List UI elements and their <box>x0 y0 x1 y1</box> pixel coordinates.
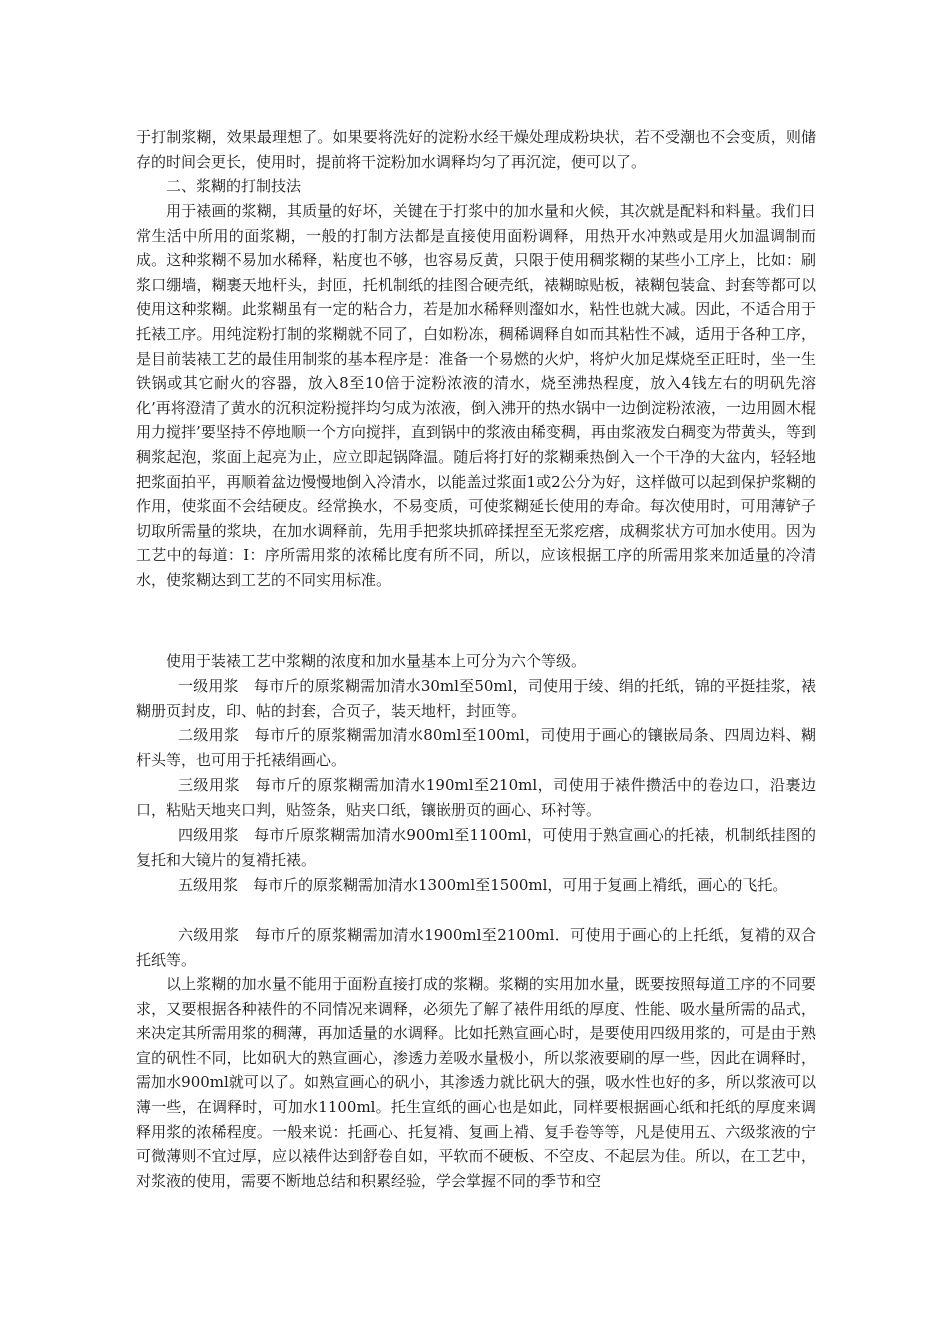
paragraph-conclusion: 以上浆糊的加水量不能用于面粉直接打成的浆糊。浆糊的实用加水量，既要按照每道工序的不同要求，又要根据各种裱件的不同情况来调释，必须先了解了裱件用纸的厚度、性能、吸水量所需的品式，来决定其所需用浆的稠薄，再加适量的水调释。比如托熟宣画心时，是要使用四级用浆的，可是由于熟宣的矾性不同，比如矾大的熟宣画心，渗透力差吸水量极小，所以浆液要刷的厚一些，因此在调释时，需加水900ml就可以了。如熟宣画心的矾小，其渗透力就比矾大的强，吸水性也好的多，所以浆液可以薄一些，在调释时，可加水1100ml。托生宣纸的画心也是如此，同样要根据画心纸和托纸的厚度来调释用浆的浓稀程度。一般来说：托画心、托复褙、复画上褙、复手卷等等，凡是使用五、六级浆液的宁可微薄则不宜过厚，应以裱件达到舒卷自如，平软而不硬板、不空皮、不起层为佳。所以，在工艺中，对浆液的使用，需要不断地总结和积累经验，学会掌握不同的季节和空 <box>136 975 816 1190</box>
section-heading: 二、浆糊的打制技法 <box>166 177 302 195</box>
paragraph-intro: 于打制浆糊，效果最理想了。如果要将洗好的淀粉水经干燥处理成粉块状，若不受潮也不会变质，则储存的时间会更长，使用时，提前将干淀粉加水调释均匀了再沉淀，便可以了。 <box>136 128 816 171</box>
paragraph-grade-3: 三级用浆 每市斤的原浆糊需加清水190ml至210ml，司使用于裱件攒活中的卷边口，沿裹边口，粘贴天地夹口判，贴签条，贴夹口纸，镶嵌册页的画心、环衬等。 <box>136 776 816 819</box>
paragraph-grade-5: 五级用浆 每市斤的原浆糊需加清水1300ml至1500ml，可用于复画上褙纸，画心的飞托。 <box>178 876 788 894</box>
paragraph-grade-4: 四级用浆 每市斤原浆糊需加清水900ml至1100ml，可使用于熟宣画心的托裱，机制纸挂图的复托和大镜片的复褙托裱。 <box>136 826 816 869</box>
paragraph-grade-1: 一级用浆 每市斤的原浆糊需加清水30ml至50ml，司使用于绫、绢的托纸，锦的平挺挂浆，裱糊册页封皮，印、帖的封套，合页子，装天地杆，封匝等。 <box>136 677 816 720</box>
paragraph-grade-2: 二级用浆 每市斤的原浆糊需加清水80ml至100ml，司使用于画心的镶嵌局条、四周边料、糊杆头等，也可用于托裱绢画心。 <box>136 726 816 769</box>
paragraph-grade-6: 六级用浆 每市斤的原浆糊需加清水1900ml至2100ml．可使用于画心的上托纸，复褙的双合托纸等。 <box>136 926 816 969</box>
paragraph-method: 用于裱画的浆糊，其质量的好坏，关键在于打浆中的加水量和火候，其次就是配料和料量。我们日常生活中所用的面浆糊，一般的打制方法都是直接使用面粉调释，用热开水冲熟或是用火加温调制而成。这种浆糊不易加水稀释，粘度也不够，也容易反黄，只限于使用稠浆糊的某些小工序上，比如：刷浆口绷墙，糊裹天地杆头，封匝，托机制纸的挂图合硬壳纸，裱糊晾贴板，裱糊包装盒、封套等都可以使用这种浆糊。此浆糊虽有一定的粘合力，若是加水稀释则瀣如水，粘性也就大减。因此，不适合用于托裱工序。用纯淀粉打制的浆糊就不同了，白如粉冻，稠稀调释自如而其粘性不减，适用于各种工序，是目前装裱工艺的最佳用制浆的基本程序是：准备一个易燃的火炉，将炉火加足煤烧至正旺时，坐一生铁锅或其它耐火的容器，放入8至10倍于淀粉浓液的清水，烧至沸热程度，放入4钱左右的明矾先溶化’再将澄清了黄水的沉积淀粉搅拌均匀成为浓液，倒入沸开的热水锅中一边倒淀粉浓液，一边用圆木棍用力搅拌’要坚持不停地顺一个方向搅拌，直到锅中的浆液由稀变稠，再由浆液发白稠变为带黄头，等到稠浆起泡，浆面上起亮为止，应立即起锅降温。随后将打好的浆糊乘热倒入一个干净的大盆内，轻轻地把浆面拍平，再顺着盆边慢慢地倒入冷清水，以能盖过浆面1或2公分为好，这样做可以起到保护浆糊的作用，使浆面不会结硬皮。经常换水，不易变质，可使浆糊延长使用的寿命。每次使用时，可用薄铲子切取所需量的浆块，在加水调释前，先用手把浆块抓碎揉捏至无浆疙瘩，成稠浆状方可加水使用。因为工艺中的每道：I：序所需用浆的浓稀比度有所不同，所以，应该根据工序的所需用浆来加适量的冷清水，使浆糊达到工艺的不同实用标准。 <box>136 202 816 589</box>
paragraph-grades-intro: 使用于装裱工艺中浆糊的浓度和加水量基本上可分为六个等级。 <box>166 652 587 670</box>
